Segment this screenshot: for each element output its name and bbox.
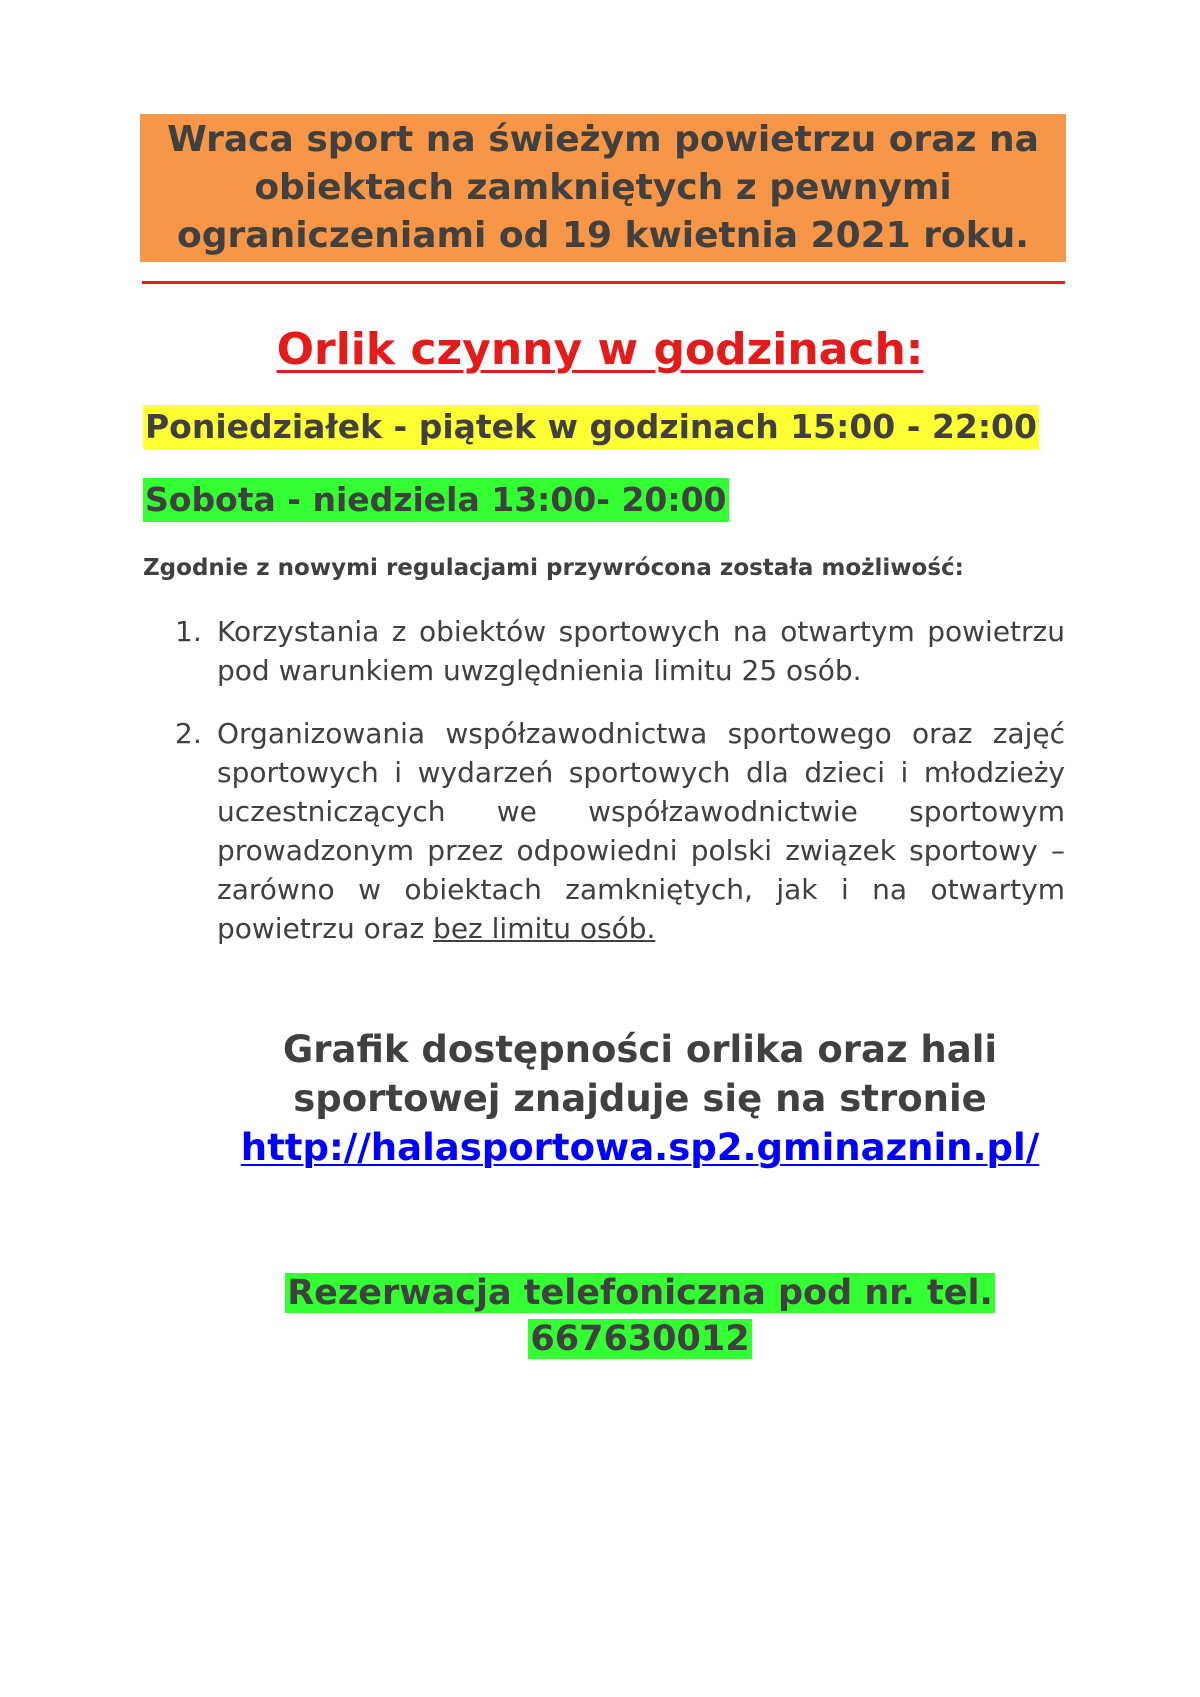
page-title: Wraca sport na świeżym powietrzu oraz na obiektach zamkniętych z pewnymi ograniczeniami od 19 kwietnia 2021 roku. [167, 119, 1039, 256]
rules-list [175, 612, 1065, 972]
weekend-hours: Sobota - niedziela 13:00- 20:00 [143, 478, 729, 522]
title-banner [140, 114, 1066, 262]
rule-number: 1. [175, 615, 202, 648]
red-divider [142, 281, 1065, 284]
rule-number: 2. [175, 717, 202, 750]
rule-item [175, 612, 1065, 690]
opening-hours-heading-text: Orlik czynny w godzinach: [276, 324, 924, 375]
schedule-info [175, 1025, 1105, 1172]
weekday-hours: Poniedziałek - piątek w godzinach 15:00 - 22:00 [143, 405, 1039, 449]
reservation-text: Rezerwacja telefoniczna pod nr. tel. [287, 1273, 993, 1313]
reservation-info [175, 1270, 1105, 1362]
schedule-link[interactable]: http://halasportowa.sp2.gminaznin.pl/ [240, 1126, 1040, 1169]
schedule-line: Grafik dostępności orlika oraz hali [282, 1028, 998, 1071]
reservation-phone: 667630012 [530, 1319, 750, 1359]
schedule-line: sportowej znajduje się na stronie [293, 1077, 987, 1120]
rule-text: Organizowania współzawodnictwa sportowego oraz zajęć sportowych i wydarzeń sportowych dla dzieci i młodzieży uczestniczących we współzawodnictwie sportowym prowadzonym przez odpowiedni polski związek sportowy – zarówno w obiektach zamkniętych, jak i na otwartym powietrzu oraz [217, 717, 1065, 945]
opening-hours-heading [0, 322, 1200, 378]
rule-text: Korzystania z obiektów sportowych na otwartym powietrzu pod warunkiem uwzględnienia limitu 25 osób. [217, 615, 1065, 687]
rule-underlined-text: bez limitu osób. [433, 912, 656, 945]
regulations-intro: Zgodnie z nowymi regulacjami przywrócona została możliwość: [143, 555, 964, 581]
rule-item [175, 714, 1065, 948]
